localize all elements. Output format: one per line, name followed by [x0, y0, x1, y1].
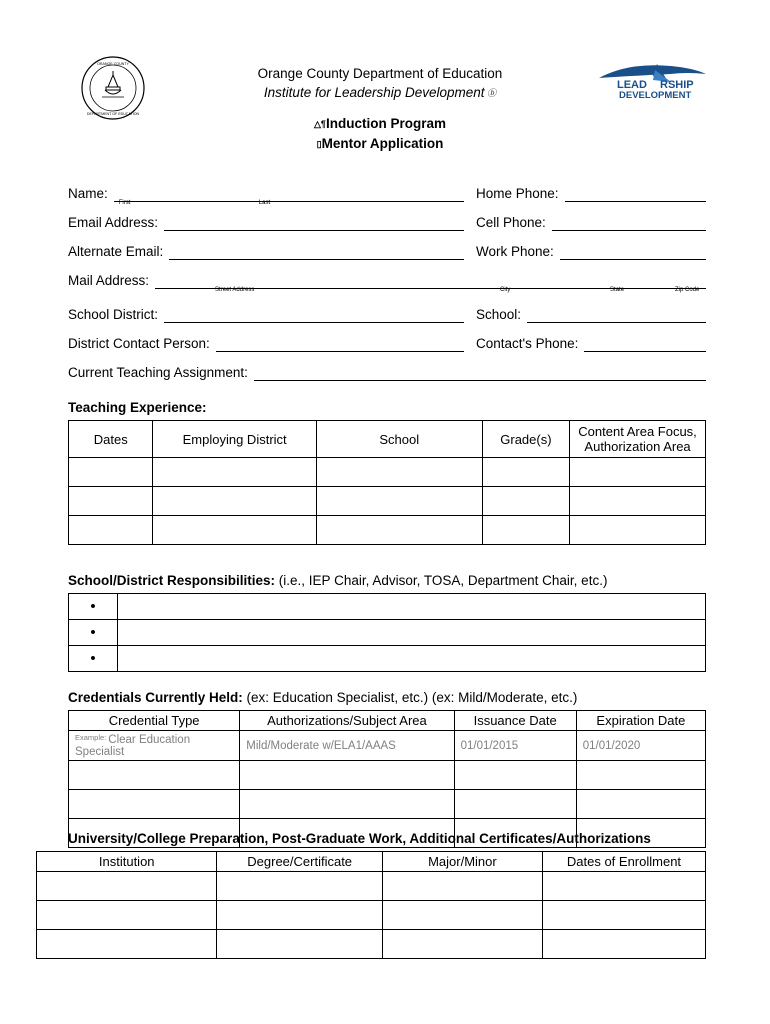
name-input[interactable]	[114, 186, 464, 206]
table-row[interactable]	[37, 872, 706, 901]
table-row[interactable]	[69, 761, 706, 790]
row-alt-email-work-phone	[68, 244, 706, 260]
form-title-line-1	[180, 114, 580, 134]
responsibilities-heading-bold: School/District Responsibilities:	[68, 573, 276, 588]
example-issuance-date: 01/01/2015	[454, 731, 576, 761]
current-assignment-label: Current Teaching Assignment:	[68, 365, 248, 380]
table-row[interactable]	[37, 901, 706, 930]
col-employing-district: Employing District	[153, 421, 316, 458]
cell-dates[interactable]	[69, 487, 153, 516]
current-assignment-input[interactable]	[254, 365, 706, 381]
example-credential-type	[69, 731, 240, 761]
cell-content-area[interactable]	[570, 458, 706, 487]
district-contact-label: District Contact Person:	[68, 336, 210, 351]
row-current-assignment	[68, 365, 706, 381]
cell-expiration-date[interactable]	[576, 790, 705, 819]
col-content-area: Content Area Focus, Authorization Area	[570, 421, 706, 458]
form-title-line-2	[180, 134, 580, 154]
field-cell-phone	[476, 215, 706, 231]
cell-employing-district[interactable]	[153, 516, 316, 545]
cell-degree-certificate[interactable]	[217, 901, 382, 930]
cell-expiration-date[interactable]	[576, 761, 705, 790]
mail-zip-sublabel: Zip Code	[675, 287, 700, 293]
row-email-cell-phone	[68, 215, 706, 231]
list-item[interactable]	[69, 594, 706, 620]
svg-text:DEVELOPMENT: DEVELOPMENT	[619, 90, 692, 101]
cell-issuance-date[interactable]	[454, 790, 576, 819]
mail-address-input[interactable]	[155, 273, 706, 293]
credentials-heading	[68, 690, 706, 705]
row-mail-address	[68, 273, 706, 293]
school-label: School:	[476, 307, 522, 322]
title-glyph-1: △¶	[314, 119, 326, 129]
field-work-phone	[476, 244, 706, 260]
responsibilities-heading	[68, 573, 706, 588]
field-school-district	[68, 307, 464, 323]
org-subname-glyph: ⓑ	[484, 88, 497, 98]
cell-content-area[interactable]	[570, 516, 706, 545]
col-institution: Institution	[37, 852, 217, 872]
school-input[interactable]	[527, 307, 706, 323]
cell-authorizations[interactable]	[240, 761, 454, 790]
list-item[interactable]	[69, 646, 706, 672]
title-text-1: Induction Program	[325, 116, 446, 131]
field-name	[68, 186, 464, 206]
col-issuance-date: Issuance Date	[454, 711, 576, 731]
bullet-icon: •	[69, 620, 118, 646]
cell-school[interactable]	[316, 458, 482, 487]
work-phone-input[interactable]	[560, 244, 706, 260]
responsibility-input[interactable]	[118, 620, 706, 646]
school-district-input[interactable]	[164, 307, 464, 323]
cell-major-minor[interactable]	[382, 872, 542, 901]
email-label: Email Address:	[68, 215, 159, 230]
cell-school[interactable]	[316, 487, 482, 516]
list-item[interactable]	[69, 620, 706, 646]
title-text-2: Mentor Application	[321, 136, 444, 151]
name-first-sublabel: First	[118, 200, 131, 206]
cell-institution[interactable]	[37, 930, 217, 959]
table-row[interactable]	[69, 516, 706, 545]
responsibility-input[interactable]	[118, 646, 706, 672]
email-input[interactable]	[164, 215, 464, 231]
cell-degree-certificate[interactable]	[217, 872, 382, 901]
col-dates-enrollment: Dates of Enrollment	[542, 852, 705, 872]
cell-grades[interactable]	[482, 516, 569, 545]
cell-employing-district[interactable]	[153, 487, 316, 516]
table-row[interactable]	[69, 487, 706, 516]
cell-issuance-date[interactable]	[454, 761, 576, 790]
field-home-phone	[476, 186, 706, 202]
field-contact-phone	[476, 336, 706, 352]
ocde-seal-icon	[80, 55, 146, 121]
field-email	[68, 215, 464, 231]
work-phone-label: Work Phone:	[476, 244, 554, 259]
example-credential-type-value: Clear Education Specialist	[75, 734, 191, 758]
leadership-development-logo	[595, 60, 710, 102]
cell-phone-label: Cell Phone:	[476, 215, 546, 230]
mail-city-sublabel: City	[500, 287, 511, 293]
cell-dates-enrollment[interactable]	[542, 901, 705, 930]
credentials-heading-bold: Credentials Currently Held:	[68, 690, 243, 705]
name-label: Name:	[68, 186, 108, 201]
svg-text:DEPARTMENT OF EDUCATION: DEPARTMENT OF EDUCATION	[86, 112, 140, 116]
cell-dates-enrollment[interactable]	[542, 930, 705, 959]
cell-dates[interactable]	[69, 516, 153, 545]
field-alternate-email	[68, 244, 464, 260]
responsibilities-heading-note: (i.e., IEP Chair, Advisor, TOSA, Department Chair, etc.)	[275, 573, 608, 588]
name-last-sublabel: Last	[258, 200, 271, 206]
example-row	[69, 731, 706, 761]
mail-address-label: Mail Address:	[68, 273, 150, 288]
org-subname-line	[180, 83, 580, 103]
contact-phone-label: Contact's Phone:	[476, 336, 579, 351]
responsibility-input[interactable]	[118, 594, 706, 620]
home-phone-label: Home Phone:	[476, 186, 559, 201]
table-header-row	[37, 852, 706, 872]
applicant-fields	[68, 186, 706, 394]
org-subname-text: Institute for Leadership Development	[263, 85, 485, 100]
cell-credential-type[interactable]	[69, 761, 240, 790]
alternate-email-label: Alternate Email:	[68, 244, 164, 259]
table-row[interactable]	[69, 790, 706, 819]
district-contact-input[interactable]	[216, 336, 464, 352]
responsibilities-section	[68, 573, 706, 672]
form-title-block	[180, 114, 580, 154]
cell-credential-type[interactable]	[69, 790, 240, 819]
credentials-heading-note: (ex: Education Specialist, etc.) (ex: Mild/Moderate, etc.)	[242, 690, 578, 705]
university-heading: University/College Preparation, Post-Graduate Work, Additional Certificates/Authorizations	[68, 831, 651, 846]
cell-authorizations[interactable]	[240, 790, 454, 819]
example-authorizations: Mild/Moderate w/ELA1/AAAS	[240, 731, 454, 761]
home-phone-input[interactable]	[565, 186, 706, 202]
teaching-experience-section	[68, 400, 706, 545]
cell-grades[interactable]	[482, 458, 569, 487]
col-dates: Dates	[69, 421, 153, 458]
row-name-home-phone	[68, 186, 706, 206]
cell-dates-enrollment[interactable]	[542, 872, 705, 901]
svg-text:RSHIP: RSHIP	[660, 79, 694, 91]
page-header	[0, 0, 770, 151]
row-district-contact	[68, 336, 706, 352]
header-org-text	[180, 64, 580, 103]
table-header-row	[69, 711, 706, 731]
field-district-contact-person	[68, 336, 464, 352]
col-authorizations: Authorizations/Subject Area	[240, 711, 454, 731]
example-tag: Example:	[75, 733, 107, 742]
cell-institution[interactable]	[37, 901, 217, 930]
cell-degree-certificate[interactable]	[217, 930, 382, 959]
example-expiration-date: 01/01/2020	[576, 731, 705, 761]
col-grades: Grade(s)	[482, 421, 569, 458]
col-expiration-date: Expiration Date	[576, 711, 705, 731]
svg-text:ORANGE COUNTY: ORANGE COUNTY	[97, 62, 129, 66]
teaching-experience-table	[68, 420, 706, 545]
university-table	[36, 851, 706, 959]
title-glyph-2: ▯	[316, 139, 322, 149]
cell-dates[interactable]	[69, 458, 153, 487]
cell-employing-district[interactable]	[153, 458, 316, 487]
bullet-icon: •	[69, 594, 118, 620]
table-row[interactable]	[37, 930, 706, 959]
table-header-row	[69, 421, 706, 458]
alternate-email-input[interactable]	[169, 244, 464, 260]
cell-major-minor[interactable]	[382, 930, 542, 959]
credentials-section	[68, 690, 706, 848]
mail-street-sublabel: Street Address	[215, 287, 255, 293]
cell-school[interactable]	[316, 516, 482, 545]
col-major-minor: Major/Minor	[382, 852, 542, 872]
university-section	[36, 831, 706, 959]
teaching-experience-heading: Teaching Experience:	[68, 400, 207, 415]
org-name-line: Orange County Department of Education	[257, 66, 503, 81]
cell-major-minor[interactable]	[382, 901, 542, 930]
contact-phone-input[interactable]	[584, 336, 706, 352]
cell-phone-input[interactable]	[552, 215, 706, 231]
cell-grades[interactable]	[482, 487, 569, 516]
bullet-icon: •	[69, 646, 118, 672]
responsibilities-table	[68, 593, 706, 672]
col-school: School	[316, 421, 482, 458]
mail-state-sublabel: State	[610, 287, 625, 293]
school-district-label: School District:	[68, 307, 159, 322]
cell-institution[interactable]	[37, 872, 217, 901]
credentials-table	[68, 710, 706, 848]
field-school	[476, 307, 706, 323]
table-row[interactable]	[69, 458, 706, 487]
col-credential-type: Credential Type	[69, 711, 240, 731]
col-degree-certificate: Degree/Certificate	[217, 852, 382, 872]
cell-content-area[interactable]	[570, 487, 706, 516]
row-school-district-school	[68, 307, 706, 323]
svg-text:LEAD: LEAD	[617, 79, 647, 91]
